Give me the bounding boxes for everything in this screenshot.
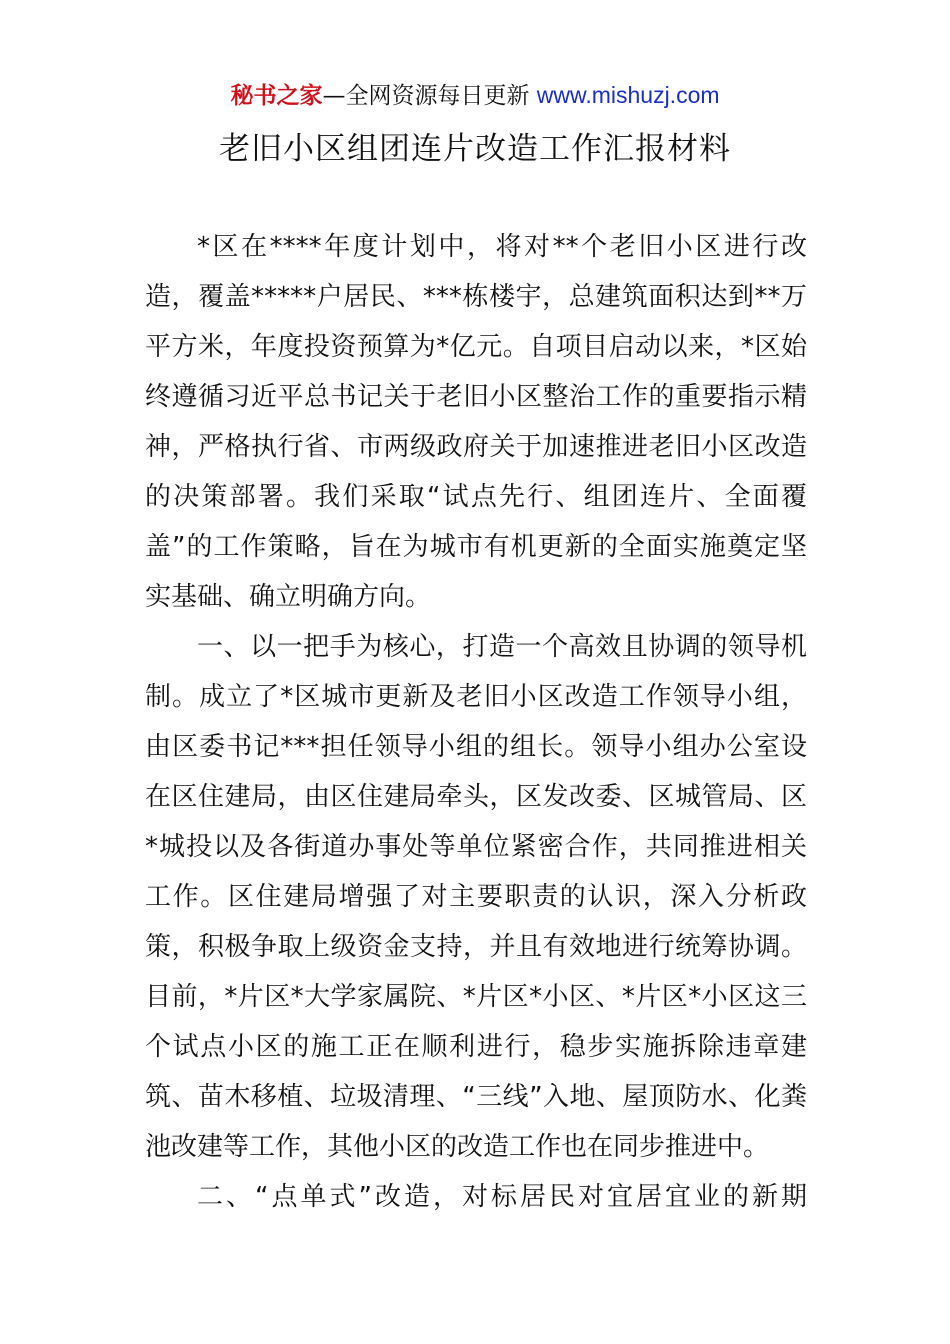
- paragraph-intro: *区在****年度计划中，将对**个老旧小区进行改造，覆盖*****户居民、***栋楼宇，总建筑面积达到**万平方米，年度投资预算为*亿元。自项目启动以来，*区始终遵循习近平总书记关于老旧小区整治工作的重要指示精神，严格执行省、市两级政府关于加速推进老旧小区改造的决策部署。我们采取“试点先行、组团连片、全面覆盖”的工作策略，旨在为城市有机更新的全面实施奠定坚实基础、确立明确方向。: [145, 232, 807, 612]
- document-title: 老旧小区组团连片改造工作汇报材料: [219, 131, 731, 167]
- site-url[interactable]: www.mishuzj.com: [536, 82, 720, 108]
- paragraph-section-one: 一、以一把手为核心，打造一个高效且协调的领导机制。成立了*区城市更新及老旧小区改造工作领导小组，由区委书记***担任领导小组的组长。领导小组办公室设在区住建局，由区住建局牵头，区发改委、区城管局、区*城投以及各街道办事处等单位紧密合作，共同推进相关工作。区住建局增强了对主要职责的认识，深入分析政策，积极争取上级资金支持，并且有效地进行统筹协调。目前，*片区*大学家属院、*片区*小区、*片区*小区这三个试点小区的施工正在顺利进行，稳步实施拆除违章建筑、苗木移植、垃圾清理、“三线”入地、屋顶防水、化粪池改建等工作，其他小区的改造工作也在同步推进中。: [145, 632, 807, 1162]
- document-header: [0, 78, 950, 113]
- document-body: [145, 222, 807, 1222]
- brand-name: 秘书之家: [230, 83, 323, 109]
- paragraph-section-two: 二、“点单式”改造，对标居民对宜居宜业的新期: [197, 1182, 807, 1212]
- header-tagline: —全网资源每日更新: [322, 83, 537, 109]
